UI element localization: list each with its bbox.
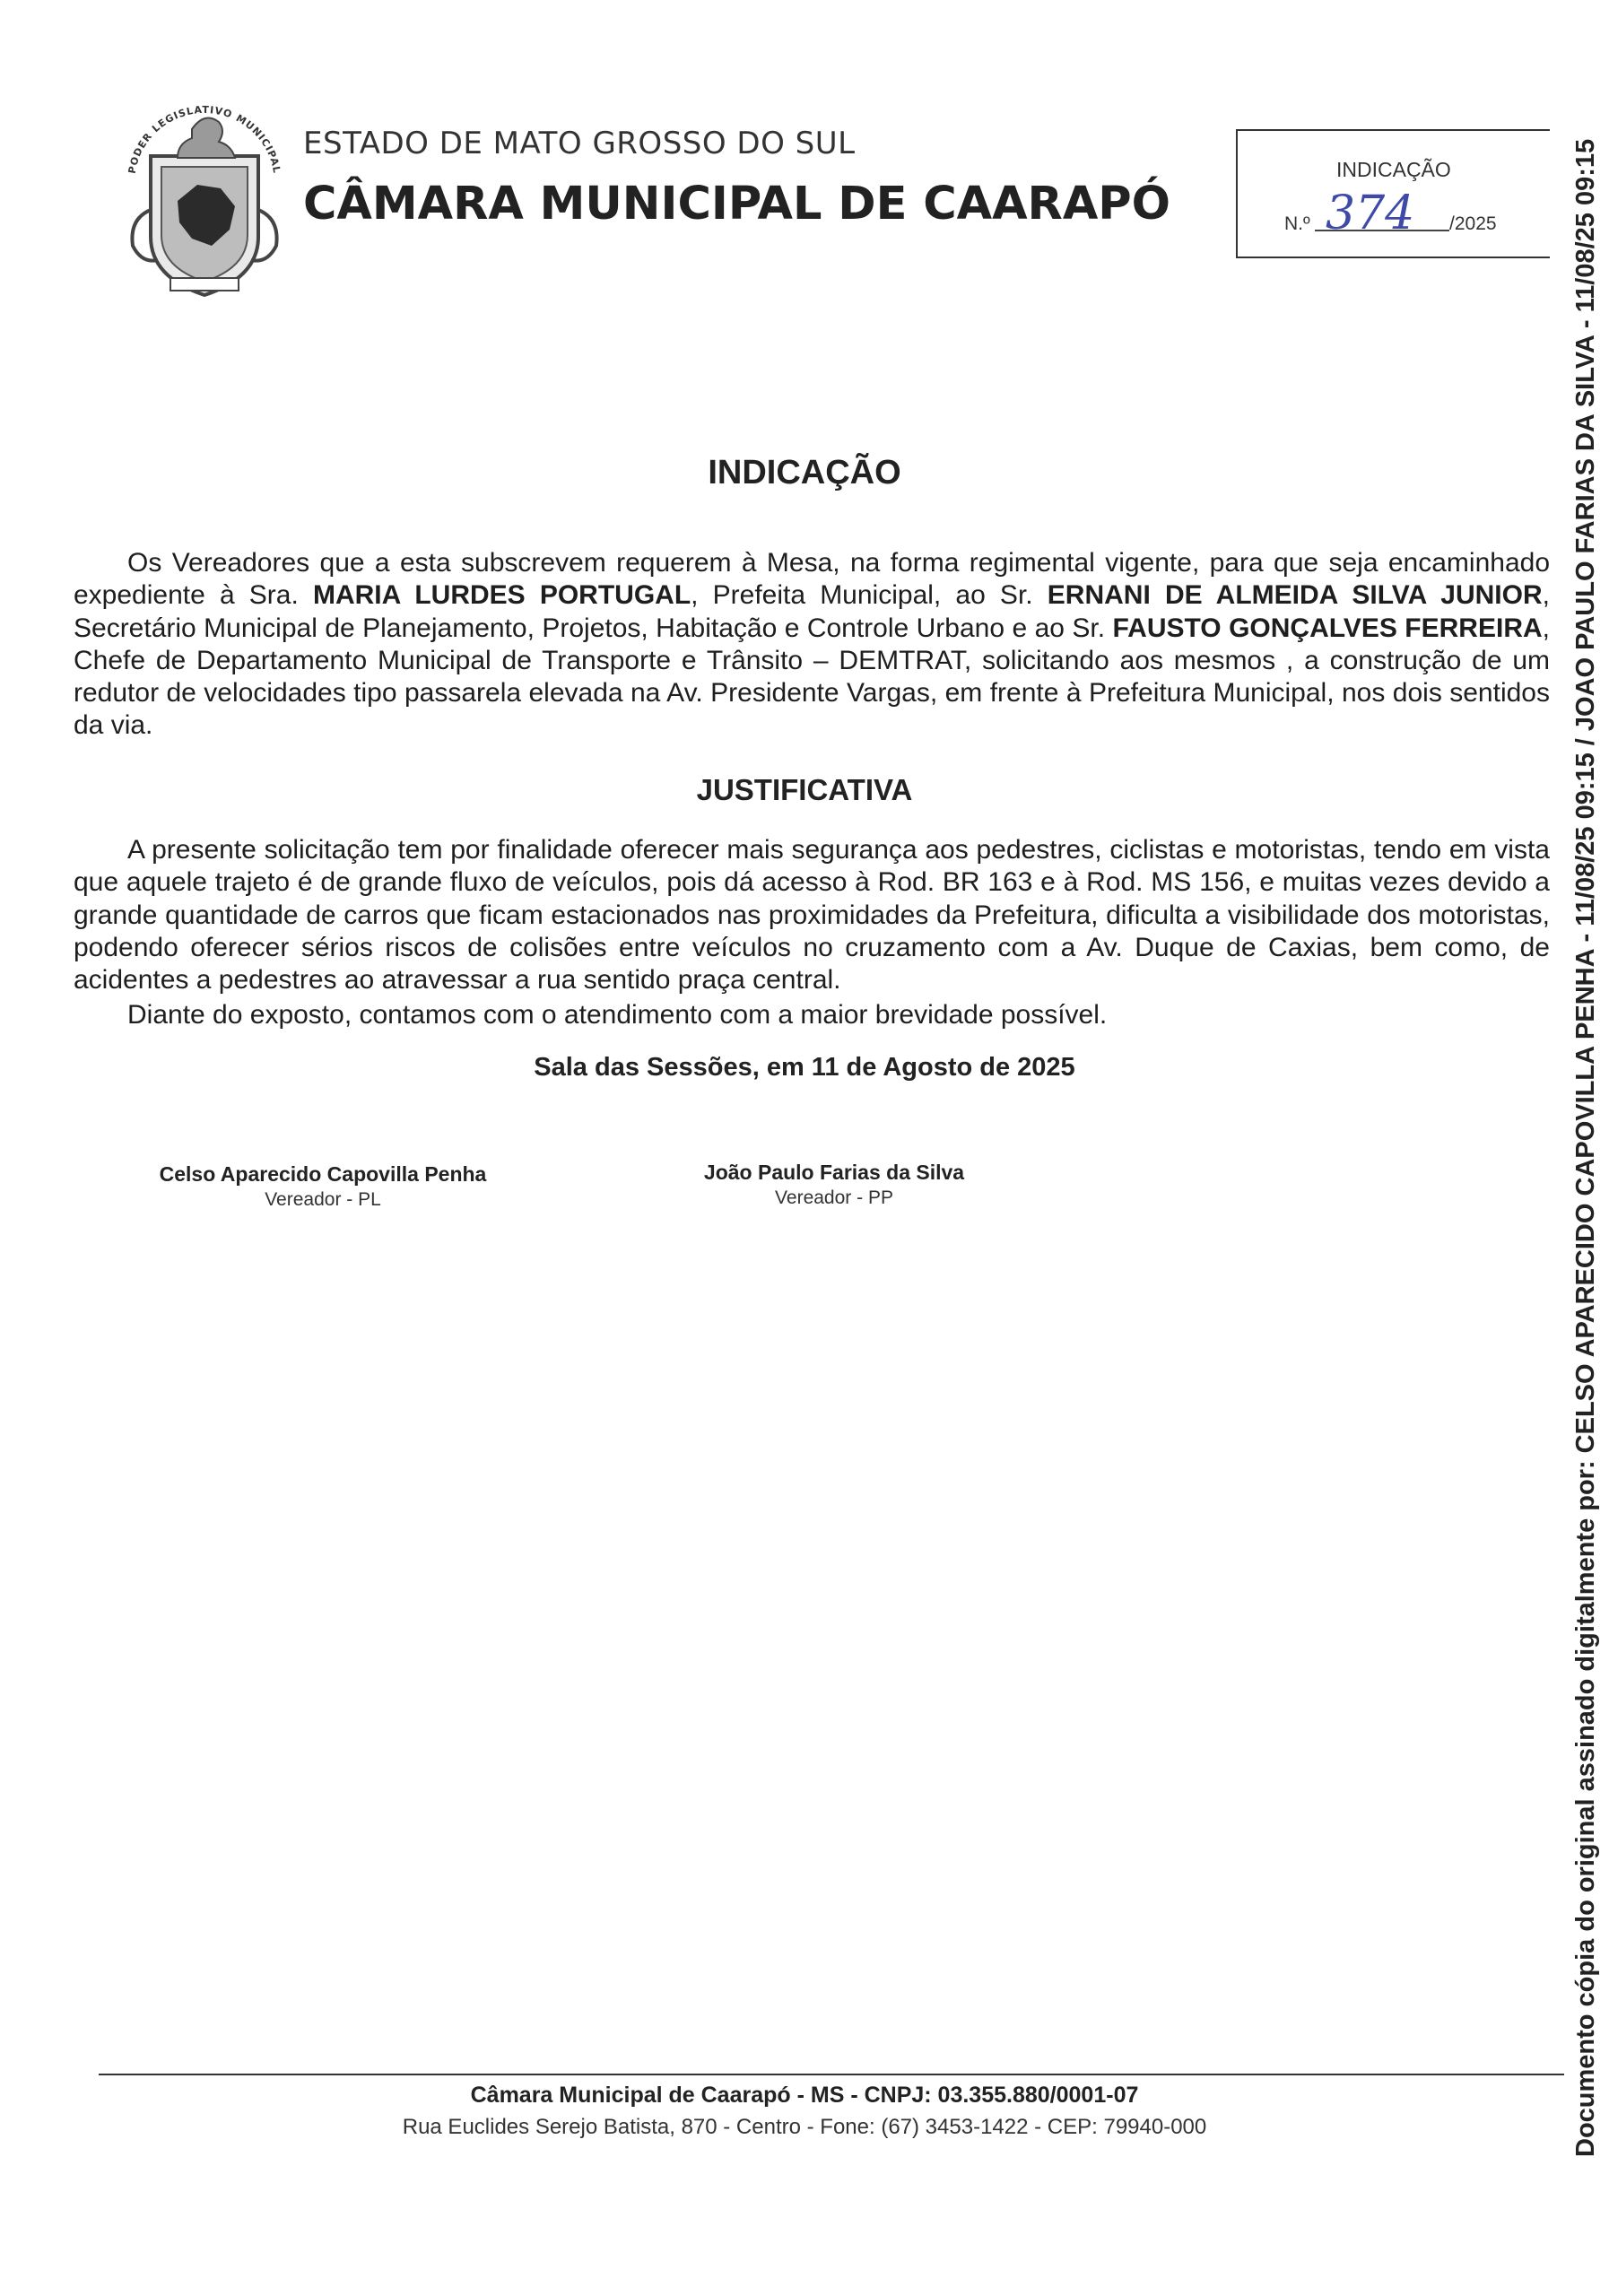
svg-text:PODER LEGISLATIVO MUNICIPAL: PODER LEGISLATIVO MUNICIPAL — [126, 103, 283, 175]
state-name: ESTADO DE MATO GROSSO DO SUL — [303, 126, 856, 161]
indication-number-handwritten: 374 — [1326, 187, 1415, 240]
crest-emblem — [115, 75, 294, 309]
department-head-name: FAUSTO GONÇALVES FERREIRA — [1112, 613, 1543, 643]
place-and-date: Sala das Sessões, em 11 de Agosto de 2025 — [534, 1053, 1075, 1082]
footer-address: Rua Euclides Serejo Batista, 870 - Centro - Fone: (67) 3453-1422 - CEP: 79940-000 — [402, 2115, 1207, 2139]
footer-divider — [99, 2074, 1564, 2075]
signatory-1-role: Vereador - PL — [265, 1189, 381, 1210]
signatory-2-name: João Paulo Farias da Silva — [703, 1161, 965, 1184]
indication-number-prefix: N.º — [1284, 213, 1310, 234]
digital-signature-stamp: Documento cópia do original assinado digitalmente por: CELSO APARECIDO CAPOVILLA PENHA - 11/08/25 09:15 / JOAO PAULO FARIAS DA SILVA - 11/08/25 09:15 — [1571, 138, 1600, 2157]
footer-institution: Câmara Municipal de Caarapó - MS - CNPJ: 03.355.880/0001-07 — [470, 2083, 1139, 2108]
document-title: INDICAÇÃO — [708, 454, 901, 491]
request-paragraph: Os Vereadores que a esta subscrevem requerem à Mesa, na forma regimental vigente, para que seja encaminhado expediente à Sra. MARIA LURDES PORTUGAL, Prefeita Municipal, ao Sr. ERNANI DE ALMEIDA SILVA JUNIOR, Secretário Municipal de Planejamento, Projetos, Habitação e Controle Urbano e ao Sr. FAUSTO GONÇALVES FERREIRA, Chefe de Departamento Municipal de Transporte e Trânsito – DEMTRAT, solicitando aos mesmos , a construção de um redutor de velocidades tipo passarela elevada na Av. Presidente Vargas, em frente à Prefeitura Municipal, nos dois sentidos da via. — [74, 548, 1550, 741]
secretary-name: ERNANI DE ALMEIDA SILVA JUNIOR — [1047, 580, 1543, 611]
indication-box-title: INDICAÇÃO — [1336, 158, 1451, 181]
mayor-name: MARIA LURDES PORTUGAL — [312, 580, 691, 611]
justification-paragraph: A presente solicitação tem por finalidade oferecer mais segurança aos pedestres, ciclistas e motoristas, tendo em vista que aquele trajeto é de grande fluxo de veículos, pois dá acesso à Rod. BR 163 e à Rod. MS 156, e muitas vezes devido a grande quantidade de carros que ficam estacionados nas proximidades da Prefeitura, dificulta a visibilidade dos motoristas, podendo oferecer sérios riscos de colisões entre veículos no cruzamento com a Av. Duque de Caxias, bem como, de acidentes a pedestres ao atravessar a rua sentido praça central. — [74, 835, 1550, 996]
chamber-name: CÂMARA MUNICIPAL DE CAARAPÓ — [303, 178, 1171, 230]
signatory-2-role: Vereador - PP — [775, 1187, 893, 1208]
indication-number-year: /2025 — [1449, 213, 1497, 234]
signatory-1-name: Celso Aparecido Capovilla Penha — [159, 1162, 487, 1186]
justification-heading: JUSTIFICATIVA — [696, 773, 913, 806]
closing-paragraph: Diante do exposto, contamos com o atendimento com a maior brevidade possível. — [127, 1000, 1108, 1030]
